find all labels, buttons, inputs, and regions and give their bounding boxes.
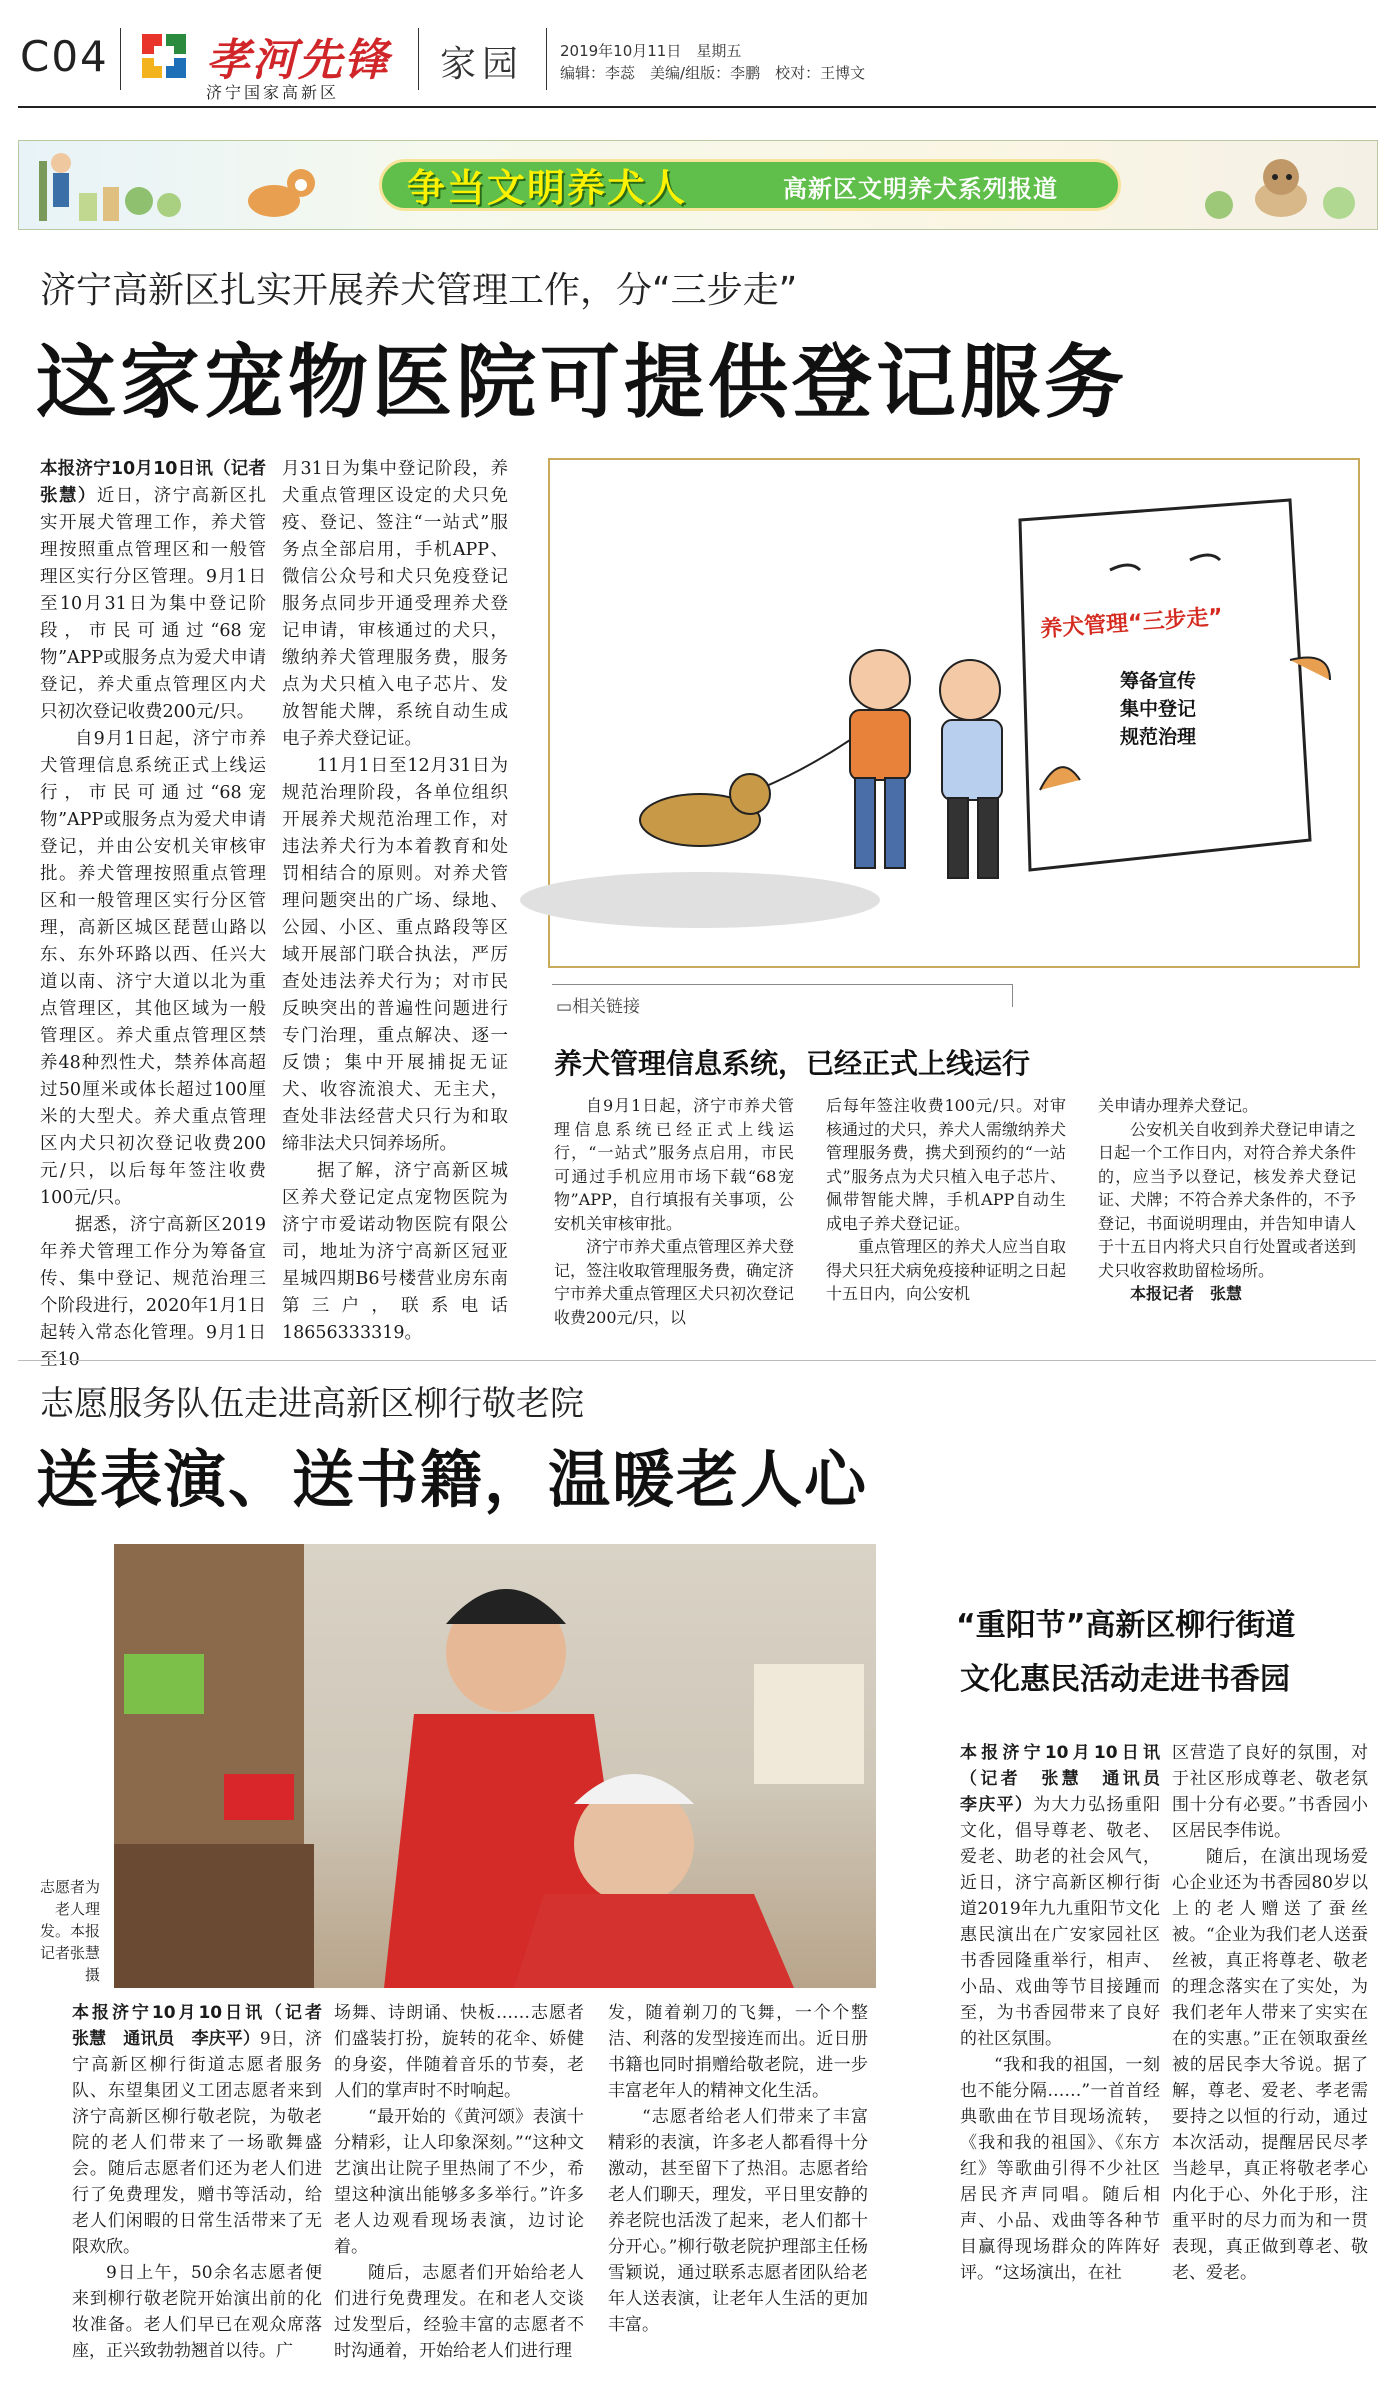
banner-subtitle: 高新区文明养犬系列报道 [783, 175, 1058, 203]
article3-headline-1: “重阳节”高新区柳行街道 [956, 1608, 1296, 1643]
related-column-3: 关申请办理养犬登记。 公安机关自收到养犬登记申请之日起一个工作日内，对符合养犬条件的，应当予以登记，核发养犬登记证、犬牌；不符合养犬条件的，不予登记，书面说明理由，并告知申请人于十五日内将犬只自行处置或者送到犬只收容救助留检场所。 本报记者 张慧 [1098, 1096, 1356, 1303]
article2-dateline: 本报济宁10月10日讯（记者 张慧 通讯员 李庆平） [72, 2003, 339, 2049]
article-separator [18, 1360, 1376, 1361]
page-code: C04 [20, 32, 109, 81]
cartoon-step-2: 集中登记 [1120, 698, 1197, 720]
related-column-1: 自9月1日起，济宁市养犬管理信息系统已经正式上线运行，“一站式”服务点启用，市民可通过手机应用市场下载“68宠物”APP，自行填报有关事项，公安机关审核审批。 济宁市养犬重点管理区养犬登记，签注收取管理服务费，确定济宁市养犬重点管理区犬只初次登记收费200元/只，以 [554, 1096, 795, 1327]
cartoon-step-1: 筹备宣传 [1120, 670, 1197, 692]
series-banner [18, 140, 1378, 230]
paper-logo-icon [138, 30, 190, 82]
article3-column-1: 本报济宁10月10日讯（记者 张慧 通讯员 李庆平）为大力弘扬重阳文化，倡导尊老、敬老、爱老、助老的社会风气，近日，济宁高新区柳行街道2019年九九重阳节文化惠民演出在广安家园社区书香园隆重举行，相声、小品、戏曲等节目接踵而至，为书香园带来了良好的社区氛围。 “我和我的祖国，一刻也不能分隔……”一首首经典歌曲在节目现场流转，《我和我的祖国》、《东方红》等歌曲引得不少社区居民齐声同唱。随后相声、小品、戏曲等各种节目赢得现场群众的阵阵好评。“这场演出，在社 [960, 1743, 1177, 2283]
article1-kicker: 济宁高新区扎实开展养犬管理工作，分“三步走” [40, 270, 798, 311]
volunteer-photo [114, 1544, 876, 1988]
article2-column-2: 场舞、诗朗诵、快板……志愿者们盛装打扮，旋转的花伞、娇健的身姿，伴随着音乐的节奏，老人们的掌声时不时响起。 “最开始的《黄河颂》表演十分精彩，让人印象深刻。”“这种文艺演出让院子里热闹了不少，希望这种演出能够多多举行。”许多老人边观看现场表演，边讨论着。 随后，志愿者们开始给老人们进行免费理发。在和老人交谈过发型后，经验丰富的志愿者不时沟通着，开始给老人们进行理 [334, 2003, 584, 2361]
banner-title: 争当文明养犬人 [407, 166, 688, 210]
issue-date: 2019年10月11日 星期五 [560, 42, 742, 60]
article3-dateline: 本报济宁10月10日讯（记者 张慧 通讯员 李庆平） [960, 1743, 1177, 1815]
cartoon-sign-title: 养犬管理“三步走” [1039, 604, 1224, 643]
header-divider [120, 28, 121, 90]
paper-subname: 济宁国家高新区 [206, 83, 340, 102]
header-divider-3 [546, 28, 547, 90]
header-rule [18, 106, 1376, 108]
article2-kicker: 志愿服务队伍走进高新区柳行敬老院 [40, 1384, 584, 1424]
article2-column-3: 发，随着剃刀的飞舞，一个个整洁、利落的发型接连而出。近日册书籍也同时捐赠给敬老院，进一步丰富老年人的精神文化生活。 “志愿者给老人们带来了丰富精彩的表演，许多老人都看得十分激动，甚至留下了热泪。志愿者给老人们聊天，理发，平日里安静的养老院也活泼了起来，老人们都十分开心。”柳行敬老院护理部主任杨雪颖说，通过联系志愿者团队给老年人送表演，让老年人生活的更加丰富。 [608, 2003, 868, 2335]
related-column-2: 后每年签注收费100元/只。对审核通过的犬只，养犬人需缴纳养犬管理服务费，携犬到预约的“一站式”服务点为犬只植入电子芯片、佩带智能犬牌，手机APP自动生成电子养犬登记证。 重点管理区的养犬人应当自取得犬只狂犬病免疫接种证明之日起十五日内，向公安机 [826, 1096, 1067, 1303]
article1-dateline: 本报济宁10月10日讯（记者 张慧） [40, 459, 284, 506]
header-divider-2 [418, 28, 419, 90]
article2-headline: 送表演、送书籍，温暖老人心 [36, 1443, 869, 1516]
cartoon-figures-icon [550, 460, 1358, 966]
related-byline: 本报记者 张慧 [1130, 1284, 1243, 1303]
article1-column-1: 本报济宁10月10日讯（记者 张慧）近日，济宁高新区扎实开展犬管理工作，养犬管理按照重点管理区和一般管理区实行分区管理。9月1日至10月31日为集中登记阶段，市民可通过“68宠物”APP或服务点为爱犬申请登记，养犬重点管理区内犬只初次登记收费200元/只。 自9月1日起，济宁市养犬管理信息系统正式上线运行，市民可通过“68宠物”APP或服务点为爱犬申请登记，并由公安机关审核审批。养犬管理按照重点管理区和一般管理区实行分区管理，高新区城区琵琶山路以东、东外环路以西、任兴大道以南、济宁大道以北为重点管理区，其他区域为一般管理区。养犬重点管理区禁养48种烈性犬，禁养体高超过50厘米或体长超过100厘米的大型犬。养犬重点管理区内犬只初次登记收费200元/只，以后每年签注收费100元/只。 据悉，济宁高新区2019年养犬管理工作分为筹备宣传、集中登记、规范治理三个阶段进行，2020年1月1日起转入常态化管理。9月1日至10 [40, 459, 284, 1370]
article3-column-2: 区营造了良好的氛围，对于社区形成尊老、敬老氛围十分有必要。”书香园小区居民李伟说。 随后，在演出现场爱心企业还为书香园80岁以上的老人赠送了蚕丝被。“企业为我们老人送蚕丝被，真正将尊老、敬老的理念落实在了实处，为我们老年人带来了实实在在的实惠。”正在领取蚕丝被的居民李大爷说。据了解，尊老、爱老、孝老需要持之以恒的行动，通过本次活动，提醒居民尽孝当趁早，真正将敬老孝心内化于心、外化于形，注重平时的尽力而为和一贯表现，真正做到尊老、敬老、爱老。 [1172, 1743, 1368, 2283]
related-tag-icon: ▭ [556, 997, 573, 1017]
article1-headline: 这家宠物医院可提供登记服务 [36, 336, 1128, 429]
photo-scene-icon [114, 1544, 876, 1988]
related-headline: 养犬管理信息系统，已经正式上线运行 [554, 1047, 1031, 1080]
article3-headline-2: 文化惠民活动走进书香园 [960, 1662, 1290, 1697]
section-name: 家园 [440, 44, 525, 85]
paper-name: 孝河先锋 [206, 35, 390, 86]
cartoon-step-3: 规范治理 [1120, 726, 1197, 748]
article1-column-2: 月31日为集中登记阶段，养犬重点管理区设定的犬只免疫、登记、签注“一站式”服务点全部启用，手机APP、微信公众号和犬只免疫登记服务点同步开通受理养犬登记申请，审核通过的犬只，缴纳养犬管理服务费，服务点为犬只植入电子芯片、发放智能犬牌，系统自动生成电子养犬登记证。 11月1日至12月31日为规范治理阶段，各单位组织开展养犬规范治理工作，对违法养犬行为本着教育和处罚相结合的原则。对养犬管理问题突出的广场、绿地、公园、小区、重点路段等区域开展部门联合执法，严厉查处违法养犬行为；对市民反映突出的普遍性问题进行专门治理，重点解决、逐一反馈；集中开展捕捉无证犬、收容流浪犬、无主犬，查处非法经营犬只行为和取缔非法犬只饲养场所。 据了解，济宁高新区城区养犬登记定点宠物医院为济宁市爱诺动物医院有限公司，地址为济宁高新区冠亚星城四期B6号楼营业房东南第三户，联系电话18656333319。 [282, 459, 508, 1343]
related-tag: ▭相关链接 [556, 997, 641, 1017]
editors-line: 编辑：李蕊 美编/组版：李鹏 校对：王博文 [560, 64, 866, 82]
article2-column-1: 本报济宁10月10日讯（记者 张慧 通讯员 李庆平）9日，济宁高新区柳行街道志愿者服务队、东望集团义工团志愿者来到济宁高新区柳行敬老院，为敬老院的老人们带来了一场歌舞盛会。随后志愿者们还为老人们进行了免费理发，赠书等活动，给老人们闲暇的日常生活带来了无限欢欣。 9日上午，50余名志愿者便来到柳行敬老院开始演出前的化妆准备。老人们早已在观众席落座，正兴致勃勃翘首以待。广 [72, 2003, 339, 2361]
cartoon-illustration [548, 458, 1360, 968]
photo-caption: 志愿者为老人理发。本报记者张慧摄 [40, 1878, 101, 1984]
